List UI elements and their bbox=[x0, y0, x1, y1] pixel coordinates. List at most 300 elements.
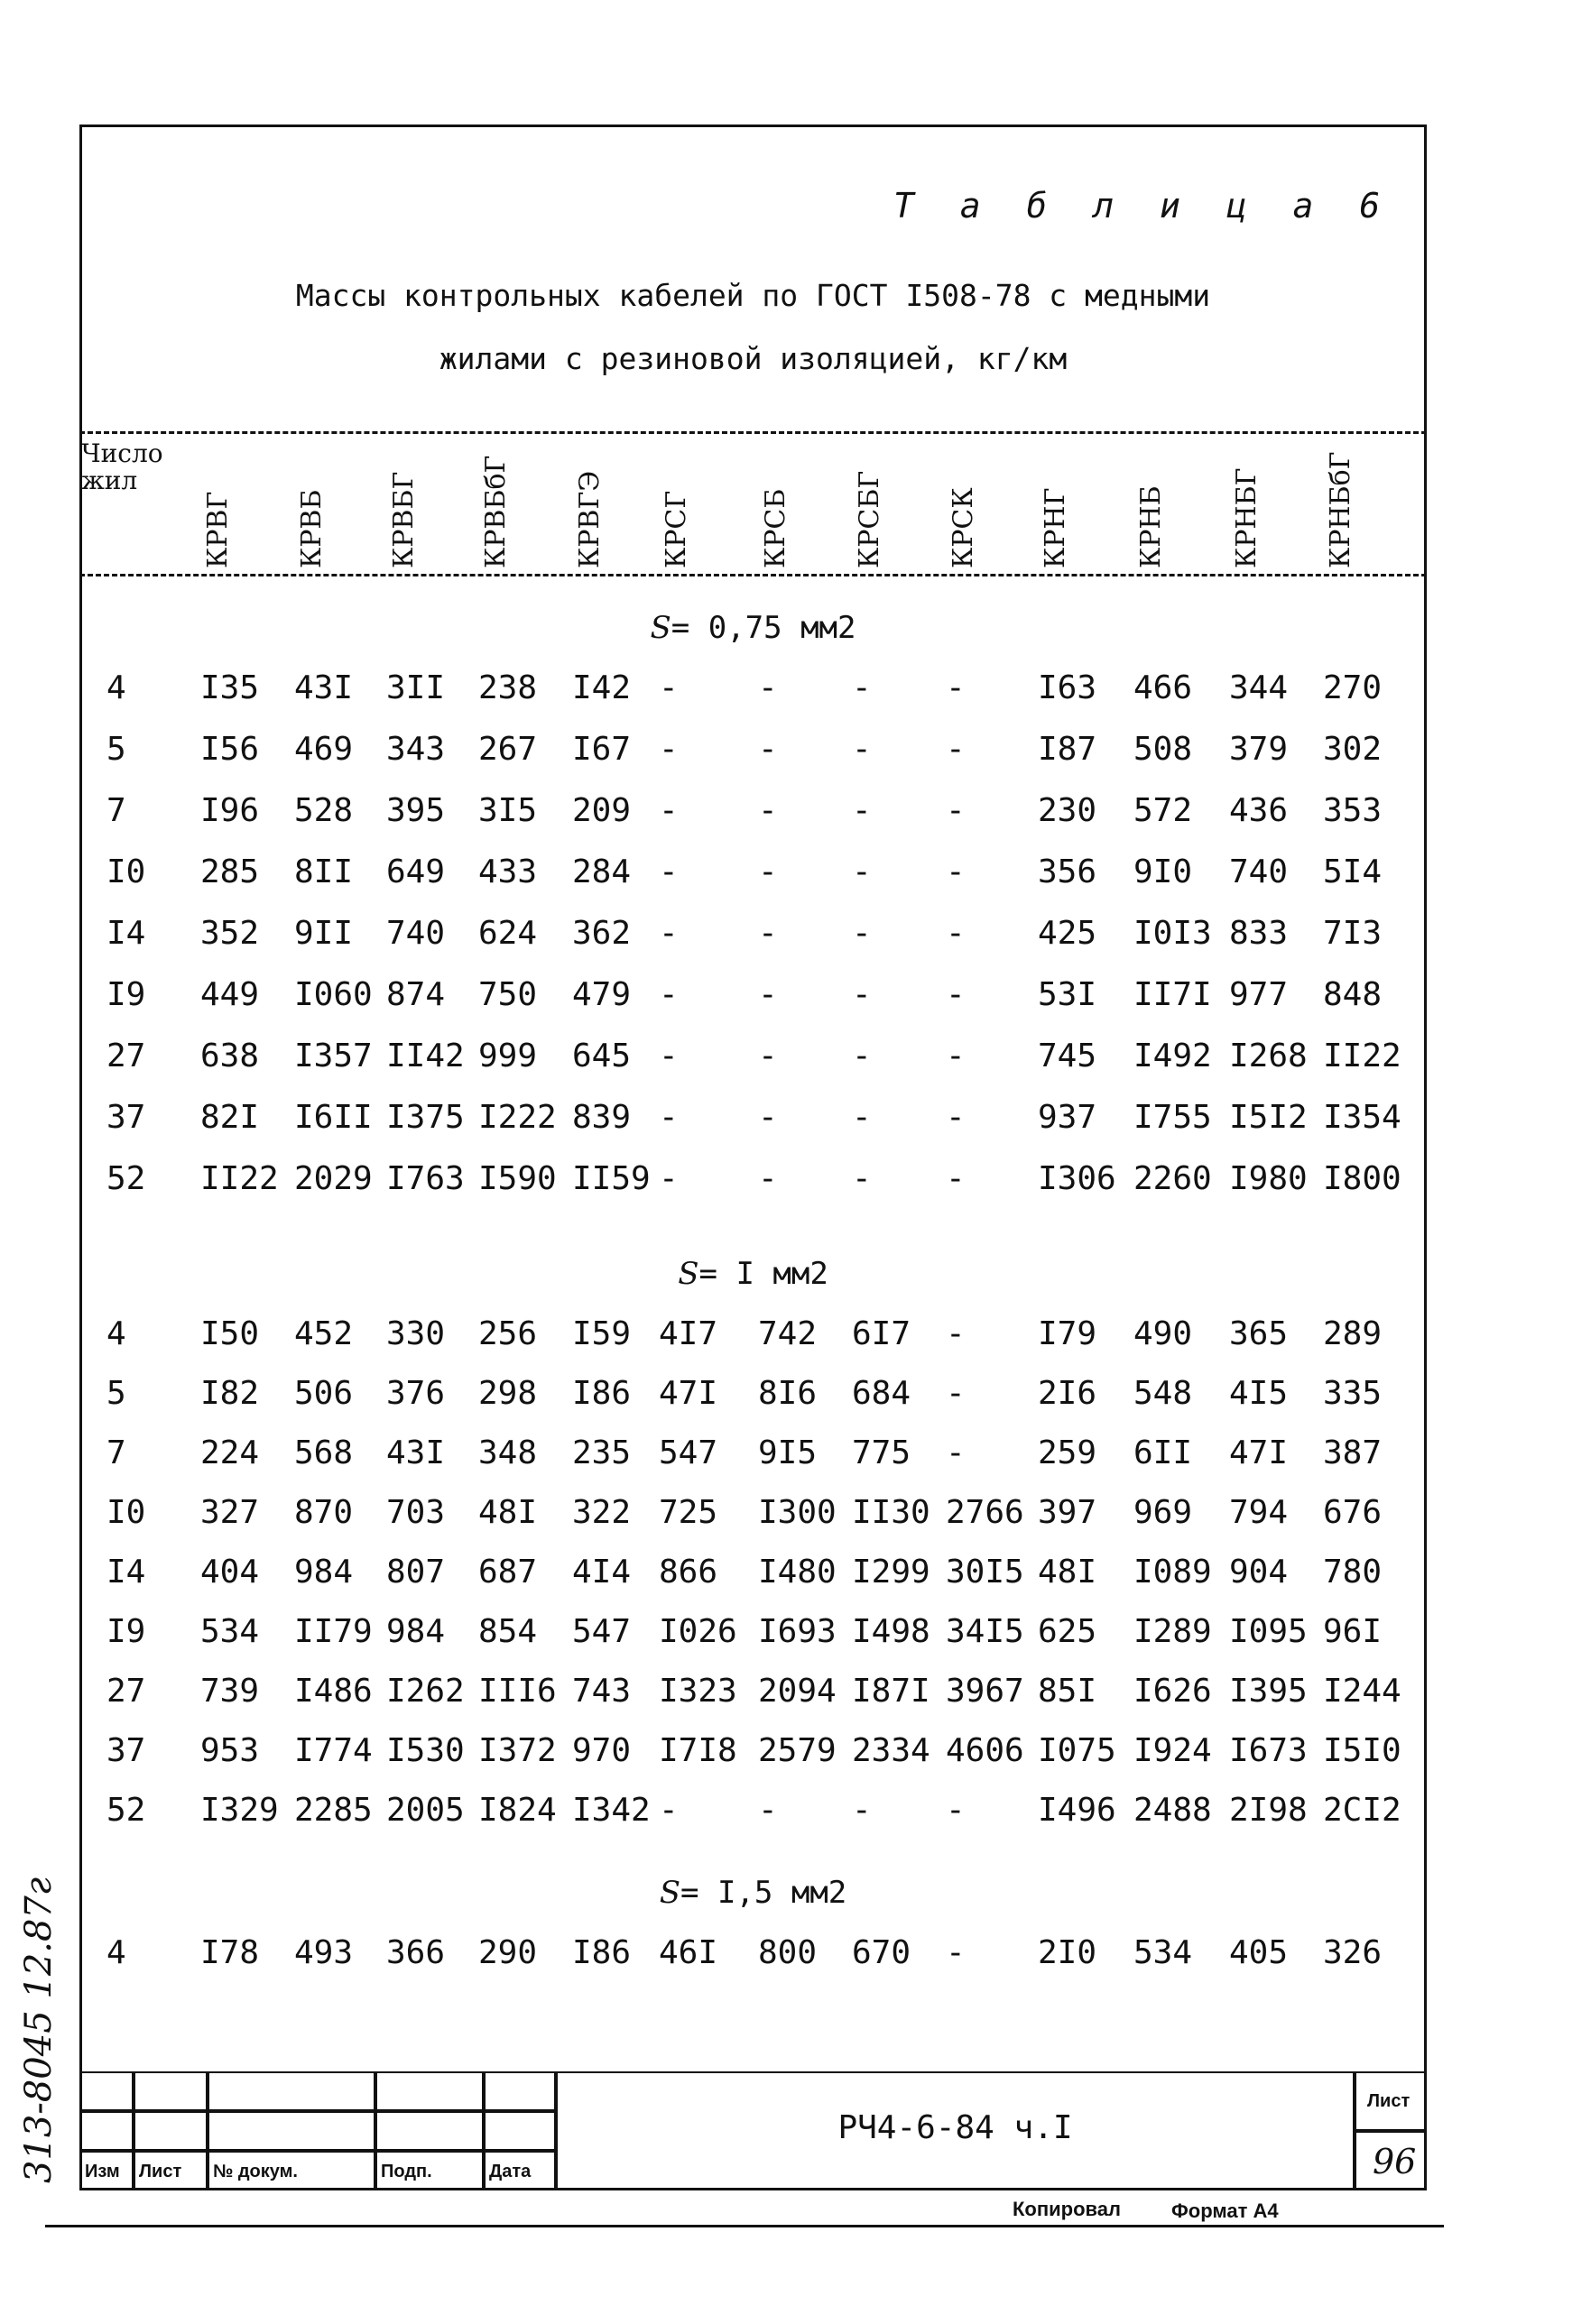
mass-cell: 800 bbox=[758, 1934, 818, 1971]
sheet-number: 96 bbox=[1373, 2142, 1417, 2181]
mass-cell: - bbox=[946, 792, 966, 829]
mass-cell: - bbox=[659, 1099, 679, 1136]
core-count-cell: I0 bbox=[106, 853, 146, 890]
mass-cell: 344 bbox=[1229, 669, 1289, 706]
mass-cell: 2488 bbox=[1133, 1792, 1212, 1829]
mass-cell: 235 bbox=[572, 1434, 632, 1471]
title-block-label: Лист bbox=[139, 2162, 182, 2181]
title-block-label-cell bbox=[484, 2151, 556, 2190]
mass-cell: I222 bbox=[478, 1099, 557, 1136]
core-count-cell: 5 bbox=[106, 1375, 126, 1412]
mass-cell: II42 bbox=[386, 1038, 465, 1074]
mass-cell: 48I bbox=[478, 1494, 538, 1531]
mass-cell: 999 bbox=[478, 1038, 538, 1074]
column-header: КРНГ bbox=[1040, 487, 1071, 568]
mass-cell: 2CI2 bbox=[1323, 1792, 1401, 1829]
sheet-label-cell bbox=[1355, 2071, 1427, 2131]
column-header: КРНБГ bbox=[1231, 467, 1263, 568]
mass-cell: 984 bbox=[294, 1554, 354, 1591]
mass-cell: 2766 bbox=[946, 1494, 1024, 1531]
mass-cell: 47I bbox=[1229, 1434, 1289, 1471]
title-block-label-cell bbox=[79, 2151, 134, 2190]
core-count-cell: 37 bbox=[106, 1732, 146, 1769]
header-bottom-rule bbox=[79, 574, 1427, 576]
mass-cell: I530 bbox=[386, 1732, 465, 1769]
mass-cell: I35 bbox=[200, 669, 260, 706]
mass-cell: 490 bbox=[1133, 1315, 1193, 1352]
mass-cell: 870 bbox=[294, 1494, 354, 1531]
mass-cell: 4I4 bbox=[572, 1554, 632, 1591]
mass-cell: 684 bbox=[852, 1375, 911, 1412]
core-count-cell: 5 bbox=[106, 731, 126, 768]
mass-cell: 4606 bbox=[946, 1732, 1024, 1769]
mass-cell: 649 bbox=[386, 853, 446, 890]
core-count-cell: 4 bbox=[106, 1934, 126, 1971]
title-block-label-cell bbox=[208, 2151, 375, 2190]
mass-cell: 3II bbox=[386, 669, 446, 706]
mass-cell: 969 bbox=[1133, 1494, 1193, 1531]
title-block-cell bbox=[208, 2071, 375, 2111]
mass-cell: 425 bbox=[1038, 915, 1097, 952]
section-heading bbox=[79, 1875, 1427, 1911]
mass-cell: I0I3 bbox=[1133, 915, 1212, 952]
mass-cell: I673 bbox=[1229, 1732, 1308, 1769]
mass-cell: I590 bbox=[478, 1160, 557, 1197]
mass-cell: - bbox=[659, 915, 679, 952]
mass-cell: - bbox=[758, 1160, 778, 1197]
mass-cell: 466 bbox=[1133, 669, 1193, 706]
mass-cell: I354 bbox=[1323, 1099, 1401, 1136]
mass-cell: - bbox=[758, 853, 778, 890]
column-header: КРВГ bbox=[202, 491, 234, 568]
mass-cell: 267 bbox=[478, 731, 538, 768]
mass-cell: 43I bbox=[294, 669, 354, 706]
mass-cell: 2579 bbox=[758, 1732, 837, 1769]
mass-cell: I492 bbox=[1133, 1038, 1212, 1074]
mass-cell: 6I7 bbox=[852, 1315, 911, 1352]
mass-cell: I095 bbox=[1229, 1613, 1308, 1650]
mass-cell: 270 bbox=[1323, 669, 1383, 706]
title-block-label: № докум. bbox=[213, 2162, 298, 2181]
mass-cell: - bbox=[946, 976, 966, 1013]
core-count-cell: I4 bbox=[106, 1554, 146, 1591]
mass-cell: 4I5 bbox=[1229, 1375, 1289, 1412]
mass-cell: 405 bbox=[1229, 1934, 1289, 1971]
mass-cell: - bbox=[758, 976, 778, 1013]
mass-cell: I268 bbox=[1229, 1038, 1308, 1074]
mass-cell: I300 bbox=[758, 1494, 837, 1531]
mass-cell: I486 bbox=[294, 1673, 373, 1710]
mass-cell: 96I bbox=[1323, 1613, 1383, 1650]
mass-cell: - bbox=[659, 976, 679, 1013]
table-label: Т а б л и ц а 6 bbox=[893, 186, 1393, 226]
mass-cell: I299 bbox=[852, 1554, 930, 1591]
mass-cell: - bbox=[946, 1434, 966, 1471]
mass-cell: 82I bbox=[200, 1099, 260, 1136]
title-block-label-cell bbox=[134, 2151, 208, 2190]
mass-cell: 2I98 bbox=[1229, 1792, 1308, 1829]
core-count-cell: 27 bbox=[106, 1673, 146, 1710]
mass-cell: I262 bbox=[386, 1673, 465, 1710]
mass-cell: - bbox=[852, 853, 872, 890]
mass-cell: I329 bbox=[200, 1792, 279, 1829]
mass-cell: I82 bbox=[200, 1375, 260, 1412]
title-block-code-cell bbox=[556, 2071, 1355, 2190]
format-label: Формат А4 bbox=[1171, 2200, 1279, 2222]
mass-cell: 833 bbox=[1229, 915, 1289, 952]
mass-cell: 224 bbox=[200, 1434, 260, 1471]
core-count-cell: I0 bbox=[106, 1494, 146, 1531]
mass-cell: 670 bbox=[852, 1934, 911, 1971]
mass-cell: 387 bbox=[1323, 1434, 1383, 1471]
mass-cell: 6II bbox=[1133, 1434, 1193, 1471]
mass-cell: 977 bbox=[1229, 976, 1289, 1013]
section-label: = I мм2 bbox=[698, 1256, 828, 1292]
column-header: КРНБбГ bbox=[1325, 451, 1356, 568]
core-count-cell: 4 bbox=[106, 669, 126, 706]
mass-cell: 335 bbox=[1323, 1375, 1383, 1412]
mass-cell: - bbox=[758, 915, 778, 952]
mass-cell: I480 bbox=[758, 1554, 837, 1591]
column-header: КРСГ bbox=[661, 490, 692, 568]
mass-cell: - bbox=[852, 1160, 872, 1197]
mass-cell: I78 bbox=[200, 1934, 260, 1971]
mass-cell: I56 bbox=[200, 731, 260, 768]
mass-cell: 8II bbox=[294, 853, 354, 890]
mass-cell: 739 bbox=[200, 1673, 260, 1710]
mass-cell: 289 bbox=[1323, 1315, 1383, 1352]
mass-cell: II30 bbox=[852, 1494, 930, 1531]
mass-cell: 508 bbox=[1133, 731, 1193, 768]
mass-cell: I375 bbox=[386, 1099, 465, 1136]
mass-cell: 326 bbox=[1323, 1934, 1383, 1971]
mass-cell: - bbox=[852, 1038, 872, 1074]
mass-cell: I289 bbox=[1133, 1613, 1212, 1650]
title-block-cell bbox=[79, 2111, 134, 2151]
mass-cell: - bbox=[758, 669, 778, 706]
mass-cell: I774 bbox=[294, 1732, 373, 1769]
mass-cell: - bbox=[852, 1099, 872, 1136]
core-count-cell: 37 bbox=[106, 1099, 146, 1136]
mass-cell: 3967 bbox=[946, 1673, 1024, 1710]
mass-cell: 433 bbox=[478, 853, 538, 890]
mass-cell: 848 bbox=[1323, 976, 1383, 1013]
mass-cell: 725 bbox=[659, 1494, 718, 1531]
mass-cell: - bbox=[659, 731, 679, 768]
mass-cell: I59 bbox=[572, 1315, 632, 1352]
mass-cell: 85I bbox=[1038, 1673, 1097, 1710]
mass-cell: 48I bbox=[1038, 1554, 1097, 1591]
mass-cell: II59 bbox=[572, 1160, 651, 1197]
mass-cell: I306 bbox=[1038, 1160, 1116, 1197]
mass-cell: - bbox=[946, 915, 966, 952]
column-header: КРНБ bbox=[1135, 485, 1167, 568]
mass-cell: I980 bbox=[1229, 1160, 1308, 1197]
mass-cell: 343 bbox=[386, 731, 446, 768]
mass-cell: 2285 bbox=[294, 1792, 373, 1829]
mass-cell: II79 bbox=[294, 1613, 373, 1650]
mass-cell: 2029 bbox=[294, 1160, 373, 1197]
title-block-cell bbox=[484, 2071, 556, 2111]
mass-cell: 238 bbox=[478, 669, 538, 706]
mass-cell: II7I bbox=[1133, 976, 1212, 1013]
mass-cell: 794 bbox=[1229, 1494, 1289, 1531]
title-block-label: Изм bbox=[85, 2162, 120, 2181]
mass-cell: - bbox=[946, 1934, 966, 1971]
mass-cell: 703 bbox=[386, 1494, 446, 1531]
core-count-cell: I4 bbox=[106, 915, 146, 952]
document-code: РЧ4-6-84 ч.I bbox=[837, 2109, 1073, 2146]
core-count-cell: 7 bbox=[106, 1434, 126, 1471]
mass-cell: I96 bbox=[200, 792, 260, 829]
mass-cell: I67 bbox=[572, 731, 632, 768]
mass-cell: 780 bbox=[1323, 1554, 1383, 1591]
mass-cell: 568 bbox=[294, 1434, 354, 1471]
mass-cell: 362 bbox=[572, 915, 632, 952]
mass-cell: 348 bbox=[478, 1434, 538, 1471]
core-count-cell: 27 bbox=[106, 1038, 146, 1074]
mass-cell: I496 bbox=[1038, 1792, 1116, 1829]
mass-cell: I693 bbox=[758, 1613, 837, 1650]
core-count-cell: 4 bbox=[106, 1315, 126, 1352]
mass-cell: - bbox=[852, 915, 872, 952]
mass-cell: 256 bbox=[478, 1315, 538, 1352]
mass-cell: 322 bbox=[572, 1494, 632, 1531]
mass-cell: I763 bbox=[386, 1160, 465, 1197]
title-block-cell bbox=[375, 2111, 484, 2151]
mass-cell: 397 bbox=[1038, 1494, 1097, 1531]
mass-cell: I86 bbox=[572, 1934, 632, 1971]
mass-cell: 534 bbox=[200, 1613, 260, 1650]
mass-cell: 750 bbox=[478, 976, 538, 1013]
mass-cell: I075 bbox=[1038, 1732, 1116, 1769]
mass-cell: - bbox=[946, 1038, 966, 1074]
column-header: КРСБГ bbox=[854, 470, 885, 568]
mass-cell: 572 bbox=[1133, 792, 1193, 829]
mass-cell: 4I7 bbox=[659, 1315, 718, 1352]
mass-cell: 740 bbox=[386, 915, 446, 952]
mass-cell: 2I0 bbox=[1038, 1934, 1097, 1971]
mass-cell: - bbox=[659, 669, 679, 706]
mass-cell: I342 bbox=[572, 1792, 651, 1829]
table-title-line2: жилами с резиновой изоляцией, кг/км bbox=[439, 341, 1068, 376]
mass-cell: 3I5 bbox=[478, 792, 538, 829]
mass-cell: I50 bbox=[200, 1315, 260, 1352]
mass-cell: 209 bbox=[572, 792, 632, 829]
mass-cell: - bbox=[852, 1792, 872, 1829]
mass-cell: 534 bbox=[1133, 1934, 1193, 1971]
mass-cell: 449 bbox=[200, 976, 260, 1013]
mass-cell: - bbox=[946, 853, 966, 890]
mass-cell: I800 bbox=[1323, 1160, 1401, 1197]
mass-cell: 638 bbox=[200, 1038, 260, 1074]
mass-cell: 9I5 bbox=[758, 1434, 818, 1471]
mass-cell: - bbox=[946, 1375, 966, 1412]
mass-cell: 2094 bbox=[758, 1673, 837, 1710]
mass-cell: 9I0 bbox=[1133, 853, 1193, 890]
section-heading bbox=[79, 610, 1427, 646]
mass-cell: I089 bbox=[1133, 1554, 1212, 1591]
mass-cell: 743 bbox=[572, 1673, 632, 1710]
mass-cell: - bbox=[946, 1315, 966, 1352]
mass-cell: I395 bbox=[1229, 1673, 1308, 1710]
mass-cell: 379 bbox=[1229, 731, 1289, 768]
mass-cell: 47I bbox=[659, 1375, 718, 1412]
mass-cell: 365 bbox=[1229, 1315, 1289, 1352]
mass-cell: - bbox=[659, 792, 679, 829]
copied-label: Копировал bbox=[1013, 2198, 1122, 2220]
mass-cell: 839 bbox=[572, 1099, 632, 1136]
mass-cell: 5I4 bbox=[1323, 853, 1383, 890]
mass-cell: I824 bbox=[478, 1792, 557, 1829]
mass-cell: 376 bbox=[386, 1375, 446, 1412]
mass-cell: 625 bbox=[1038, 1613, 1097, 1650]
mass-cell: - bbox=[758, 1792, 778, 1829]
mass-cell: I357 bbox=[294, 1038, 373, 1074]
header-top-rule bbox=[79, 431, 1427, 434]
mass-cell: I026 bbox=[659, 1613, 737, 1650]
mass-cell: 740 bbox=[1229, 853, 1289, 890]
mass-cell: 547 bbox=[659, 1434, 718, 1471]
mass-cell: I6II bbox=[294, 1099, 373, 1136]
mass-cell: 395 bbox=[386, 792, 446, 829]
mass-cell: I060 bbox=[294, 976, 373, 1013]
mass-cell: - bbox=[852, 669, 872, 706]
mass-cell: - bbox=[946, 1160, 966, 1197]
mass-cell: 528 bbox=[294, 792, 354, 829]
core-count-cell: 52 bbox=[106, 1792, 146, 1829]
mass-cell: - bbox=[758, 1038, 778, 1074]
mass-cell: - bbox=[758, 792, 778, 829]
cross-section-symbol: S bbox=[659, 1875, 681, 1911]
mass-cell: 327 bbox=[200, 1494, 260, 1531]
mass-cell: - bbox=[946, 731, 966, 768]
mass-cell: 937 bbox=[1038, 1099, 1097, 1136]
title-block-label: Подп. bbox=[381, 2162, 432, 2181]
mass-cell: 469 bbox=[294, 731, 354, 768]
mass-cell: 8I6 bbox=[758, 1375, 818, 1412]
column-header: КРВБбГ bbox=[480, 455, 512, 568]
mass-cell: 285 bbox=[200, 853, 260, 890]
mass-cell: 353 bbox=[1323, 792, 1383, 829]
mass-cell: - bbox=[659, 1792, 679, 1829]
mass-cell: 53I bbox=[1038, 976, 1097, 1013]
mass-cell: 452 bbox=[294, 1315, 354, 1352]
mass-cell: 230 bbox=[1038, 792, 1097, 829]
mass-cell: I63 bbox=[1038, 669, 1097, 706]
mass-cell: 290 bbox=[478, 1934, 538, 1971]
core-count-cell: I9 bbox=[106, 1613, 146, 1650]
margin-handwritten-note: 313-8045 12.87г bbox=[18, 1877, 60, 2183]
title-block-cell bbox=[208, 2111, 375, 2151]
mass-cell: - bbox=[758, 1099, 778, 1136]
column-header: КРВБ bbox=[296, 489, 328, 568]
mass-cell: - bbox=[852, 731, 872, 768]
mass-cell: 34I5 bbox=[946, 1613, 1024, 1650]
title-block-cell bbox=[484, 2111, 556, 2151]
sheet-label: Лист bbox=[1367, 2091, 1411, 2111]
mass-cell: I87I bbox=[852, 1673, 930, 1710]
section-heading bbox=[79, 1256, 1427, 1292]
sheet-number-cell bbox=[1355, 2131, 1427, 2190]
mass-cell: 984 bbox=[386, 1613, 446, 1650]
title-block-cell bbox=[134, 2071, 208, 2111]
mass-cell: 953 bbox=[200, 1732, 260, 1769]
title-block-cell bbox=[79, 2071, 134, 2111]
column-header: КРСК bbox=[948, 487, 979, 568]
mass-cell: I372 bbox=[478, 1732, 557, 1769]
title-block-cell bbox=[134, 2111, 208, 2151]
mass-cell: 548 bbox=[1133, 1375, 1193, 1412]
mass-cell: II22 bbox=[200, 1160, 279, 1197]
mass-cell: 352 bbox=[200, 915, 260, 952]
mass-cell: 742 bbox=[758, 1315, 818, 1352]
mass-cell: 366 bbox=[386, 1934, 446, 1971]
mass-cell: I5I0 bbox=[1323, 1732, 1401, 1769]
mass-cell: - bbox=[852, 976, 872, 1013]
title-block-label: Дата bbox=[489, 2162, 532, 2181]
footer-rule bbox=[45, 2225, 1444, 2227]
mass-cell: 404 bbox=[200, 1554, 260, 1591]
mass-cell: 259 bbox=[1038, 1434, 1097, 1471]
core-count-cell: 52 bbox=[106, 1160, 146, 1197]
mass-cell: - bbox=[946, 1099, 966, 1136]
mass-cell: 46I bbox=[659, 1934, 718, 1971]
mass-cell: 676 bbox=[1323, 1494, 1383, 1531]
column-header: КРСБ bbox=[760, 488, 791, 568]
mass-cell: 547 bbox=[572, 1613, 632, 1650]
core-count-cell: I9 bbox=[106, 976, 146, 1013]
mass-cell: 9II bbox=[294, 915, 354, 952]
mass-cell: 284 bbox=[572, 853, 632, 890]
mass-cell: - bbox=[852, 792, 872, 829]
mass-cell: I924 bbox=[1133, 1732, 1212, 1769]
mass-cell: 506 bbox=[294, 1375, 354, 1412]
mass-cell: 7I3 bbox=[1323, 915, 1383, 952]
mass-cell: 970 bbox=[572, 1732, 632, 1769]
mass-cell: II22 bbox=[1323, 1038, 1401, 1074]
mass-cell: 775 bbox=[852, 1434, 911, 1471]
title-block-cell bbox=[375, 2071, 484, 2111]
mass-cell: - bbox=[758, 731, 778, 768]
mass-cell: I323 bbox=[659, 1673, 737, 1710]
mass-cell: 30I5 bbox=[946, 1554, 1024, 1591]
title-block-label-cell bbox=[375, 2151, 484, 2190]
mass-cell: 645 bbox=[572, 1038, 632, 1074]
mass-cell: 854 bbox=[478, 1613, 538, 1650]
mass-cell: - bbox=[659, 1038, 679, 1074]
mass-cell: 807 bbox=[386, 1554, 446, 1591]
mass-cell: 330 bbox=[386, 1315, 446, 1352]
table-title-line1: Массы контрольных кабелей по ГОСТ I508-78 с медными bbox=[295, 278, 1211, 313]
mass-cell: 43I bbox=[386, 1434, 446, 1471]
mass-cell: 298 bbox=[478, 1375, 538, 1412]
section-label: = 0,75 мм2 bbox=[671, 610, 856, 646]
mass-cell: I86 bbox=[572, 1375, 632, 1412]
mass-cell: I626 bbox=[1133, 1673, 1212, 1710]
mass-cell: III6 bbox=[478, 1673, 557, 1710]
count-header: Число жил bbox=[81, 438, 163, 495]
mass-cell: 493 bbox=[294, 1934, 354, 1971]
mass-cell: - bbox=[659, 1160, 679, 1197]
column-header: КРВБГ bbox=[388, 471, 420, 568]
cross-section-symbol: S bbox=[678, 1256, 699, 1292]
mass-cell: 479 bbox=[572, 976, 632, 1013]
cross-section-symbol: S bbox=[650, 610, 671, 646]
section-label: = I,5 мм2 bbox=[680, 1875, 847, 1911]
mass-cell: 302 bbox=[1323, 731, 1383, 768]
mass-cell: I755 bbox=[1133, 1099, 1212, 1136]
